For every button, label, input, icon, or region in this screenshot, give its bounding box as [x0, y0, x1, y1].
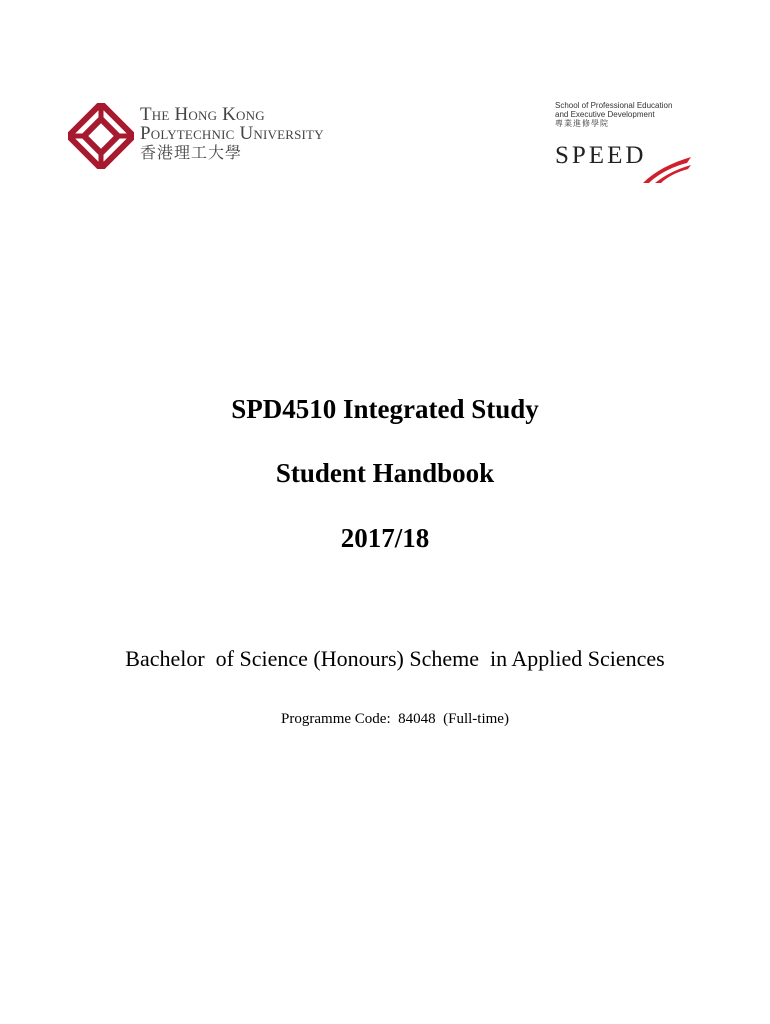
polyu-logo [68, 103, 418, 169]
speed-school-chinese: 專業進修學院 [555, 119, 609, 128]
polyu-name-line1: The Hong Kong [140, 104, 265, 125]
speed-school-line2: and Executive Development [555, 110, 655, 119]
polyu-name-line2: Polytechnic University [140, 123, 324, 144]
academic-year: 2017/18 [340, 523, 430, 553]
programme-name: Bachelor of Science (Honours) Scheme in Applied Sciences [125, 646, 665, 671]
document-title: Student Handbook [275, 458, 495, 488]
speed-school-line1: School of Professional Education [555, 101, 673, 110]
course-title: SPD4510 Integrated Study [231, 394, 539, 424]
polyu-emblem-icon [68, 103, 134, 169]
speed-swoosh-icon [641, 155, 693, 185]
speed-wordmark: SPEED [555, 142, 647, 169]
polyu-wordmark [140, 105, 420, 163]
polyu-name-chinese: 香港理工大學 [140, 143, 243, 162]
speed-logo [555, 101, 705, 187]
programme-code: Programme Code: 84048 (Full-time) [281, 711, 509, 727]
